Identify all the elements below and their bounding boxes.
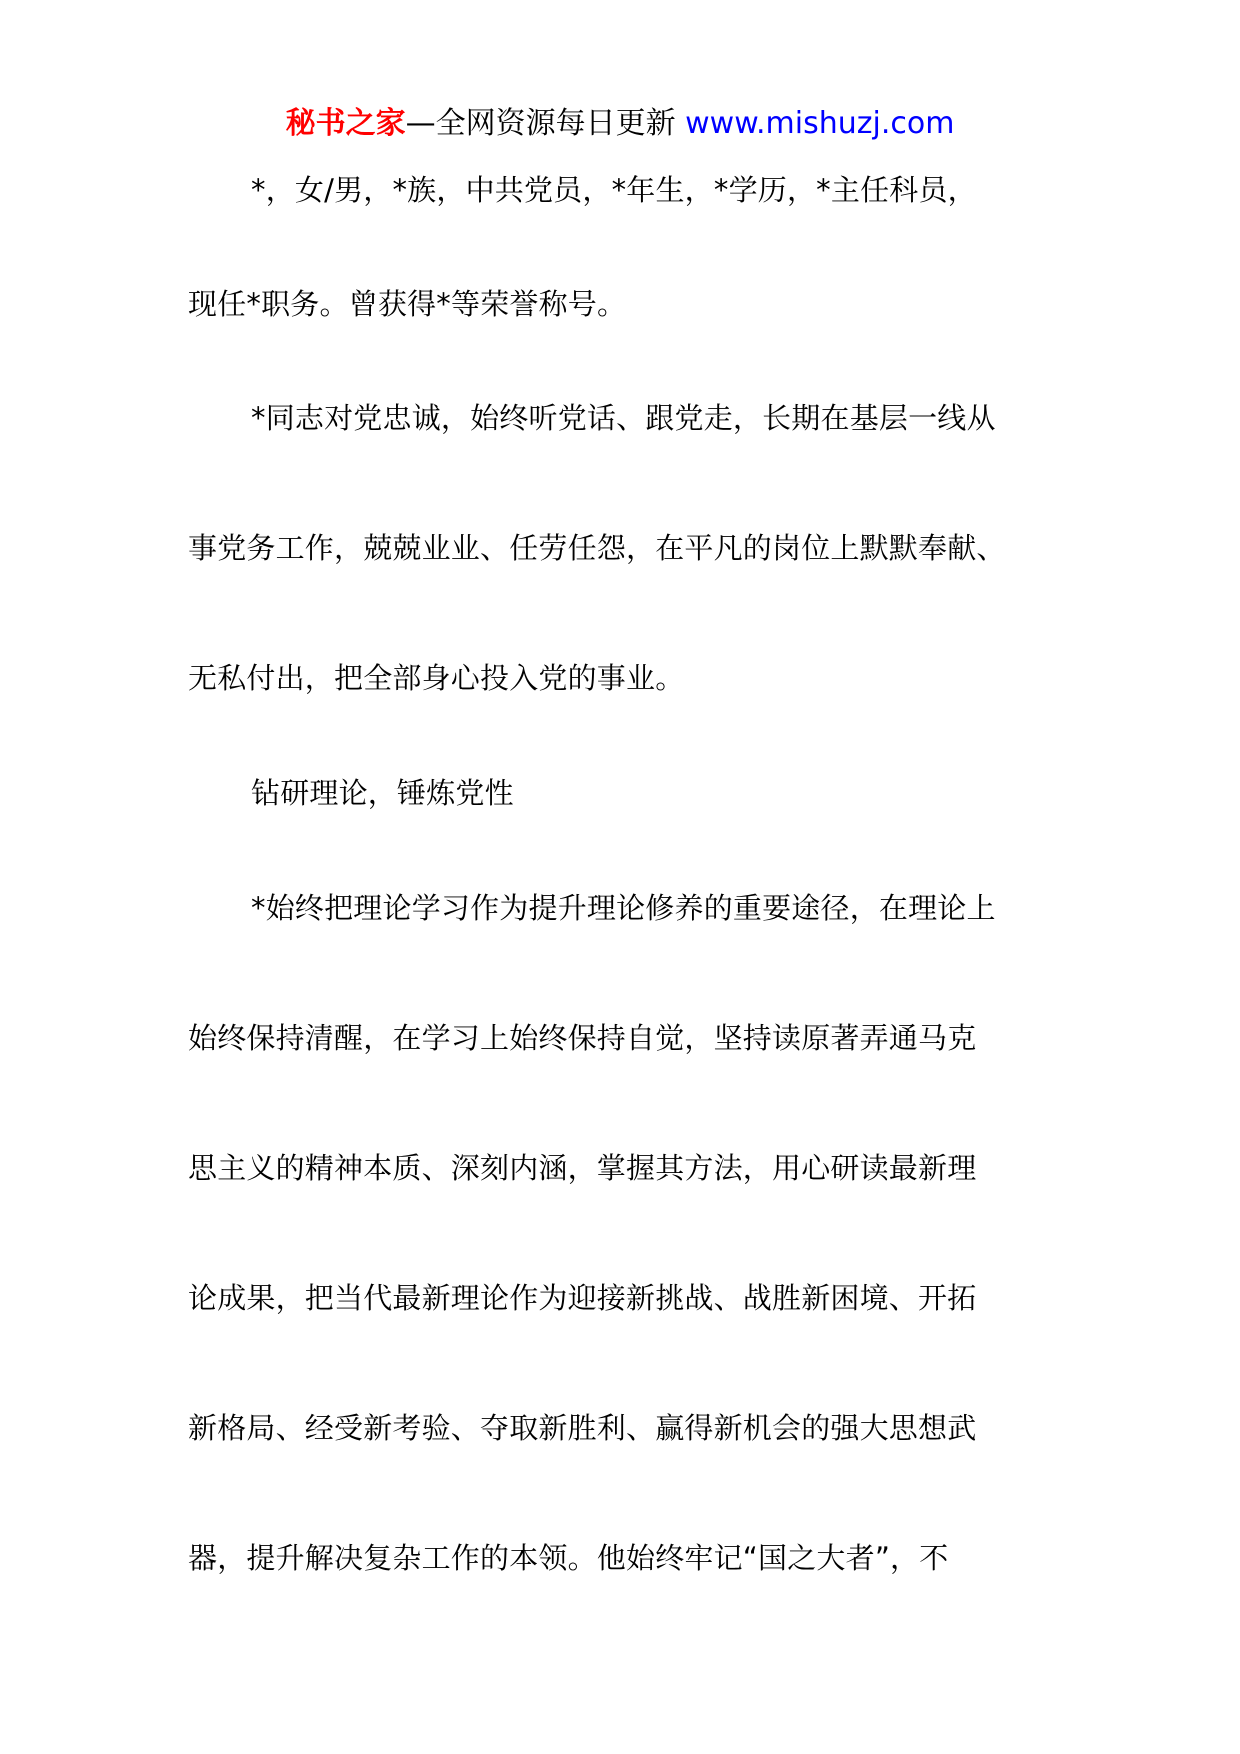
brand-name: 秘书之家 xyxy=(285,106,406,141)
site-url[interactable]: www.mishuzj.com xyxy=(685,106,955,141)
body-line-2: 现任*职务。曾获得*等荣誉称号。 xyxy=(188,287,627,321)
body-line-5: 无私付出，把全部身心投入党的事业。 xyxy=(188,661,685,695)
body-line-12: 器，提升解决复杂工作的本领。他始终牢记“国之大者”，不 xyxy=(188,1541,949,1575)
body-line-7: *始终把理论学习作为提升理论修养的重要途径，在理论上 xyxy=(251,891,996,925)
body-line-4: 事党务工作，兢兢业业、任劳任怨，在平凡的岗位上默默奉献、 xyxy=(188,531,1006,565)
header-tagline: —全网资源每日更新 xyxy=(405,106,686,141)
site-header xyxy=(0,100,1240,148)
body-line-8: 始终保持清醒，在学习上始终保持自觉，坚持读原著弄通马克 xyxy=(188,1021,977,1055)
body-line-9: 思主义的精神本质、深刻内涵，掌握其方法，用心研读最新理 xyxy=(188,1151,977,1185)
body-line-3: *同志对党忠诚，始终听党话、跟党走，长期在基层一线从 xyxy=(251,401,996,435)
section-heading: 钻研理论，锤炼党性 xyxy=(251,776,514,810)
body-line-11: 新格局、经受新考验、夺取新胜利、赢得新机会的强大思想武 xyxy=(188,1411,977,1445)
body-line-1: *，女/男，*族，中共党员，*年生，*学历，*主任科员， xyxy=(251,173,977,207)
body-line-10: 论成果，把当代最新理论作为迎接新挑战、战胜新困境、开拓 xyxy=(188,1281,977,1315)
